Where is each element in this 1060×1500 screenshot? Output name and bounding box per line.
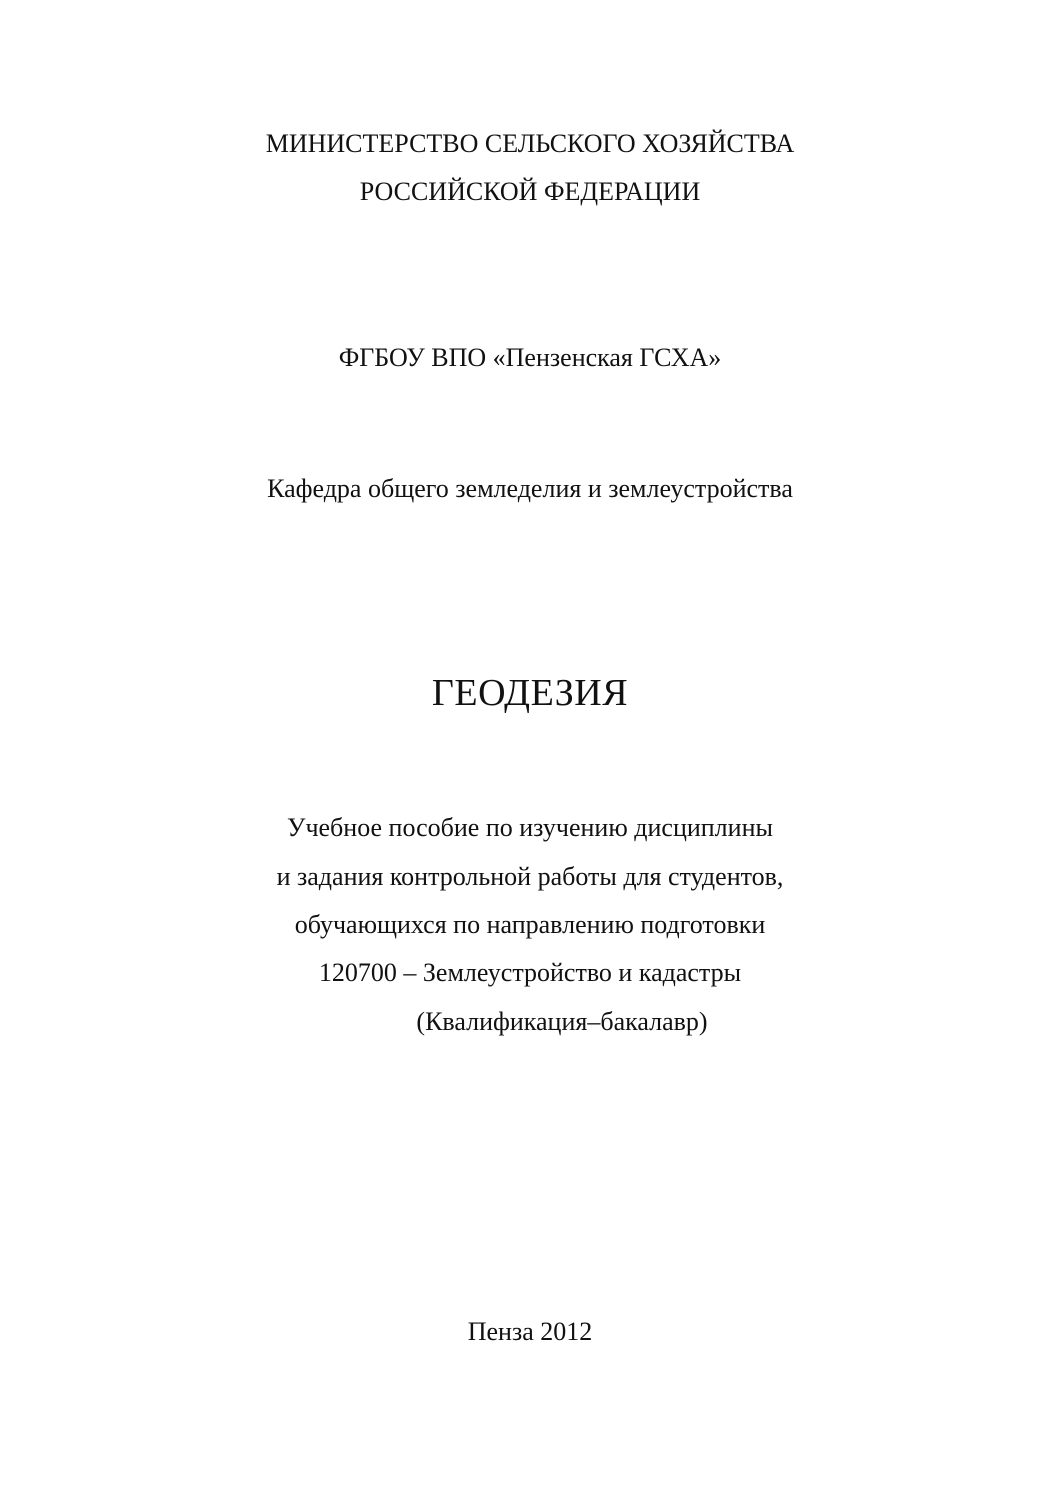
department-name: Кафедра общего земледелия и землеустройства bbox=[267, 474, 793, 503]
document-title: ГЕОДЕЗИЯ bbox=[431, 672, 629, 714]
ministry-name-line-1: МИНИСТЕРСТВО СЕЛЬСКОГО ХОЗЯЙСТВА bbox=[265, 129, 795, 158]
place-and-year: Пенза 2012 bbox=[467, 1317, 593, 1346]
description-line-4: 120700 – Землеустройство и кадастры bbox=[318, 958, 742, 987]
description-line-1: Учебное пособие по изучению дисциплины bbox=[287, 813, 773, 842]
description-line-2: и задания контрольной работы для студентов, bbox=[276, 862, 784, 891]
description-line-5: (Квалификация–бакалавр) bbox=[416, 1007, 708, 1036]
institution-name: ФГБОУ ВПО «Пензенская ГСХА» bbox=[338, 343, 722, 372]
ministry-name-line-2: РОССИЙСКОЙ ФЕДЕРАЦИИ bbox=[359, 177, 701, 206]
description-line-3: обучающихся по направлению подготовки bbox=[294, 910, 766, 939]
